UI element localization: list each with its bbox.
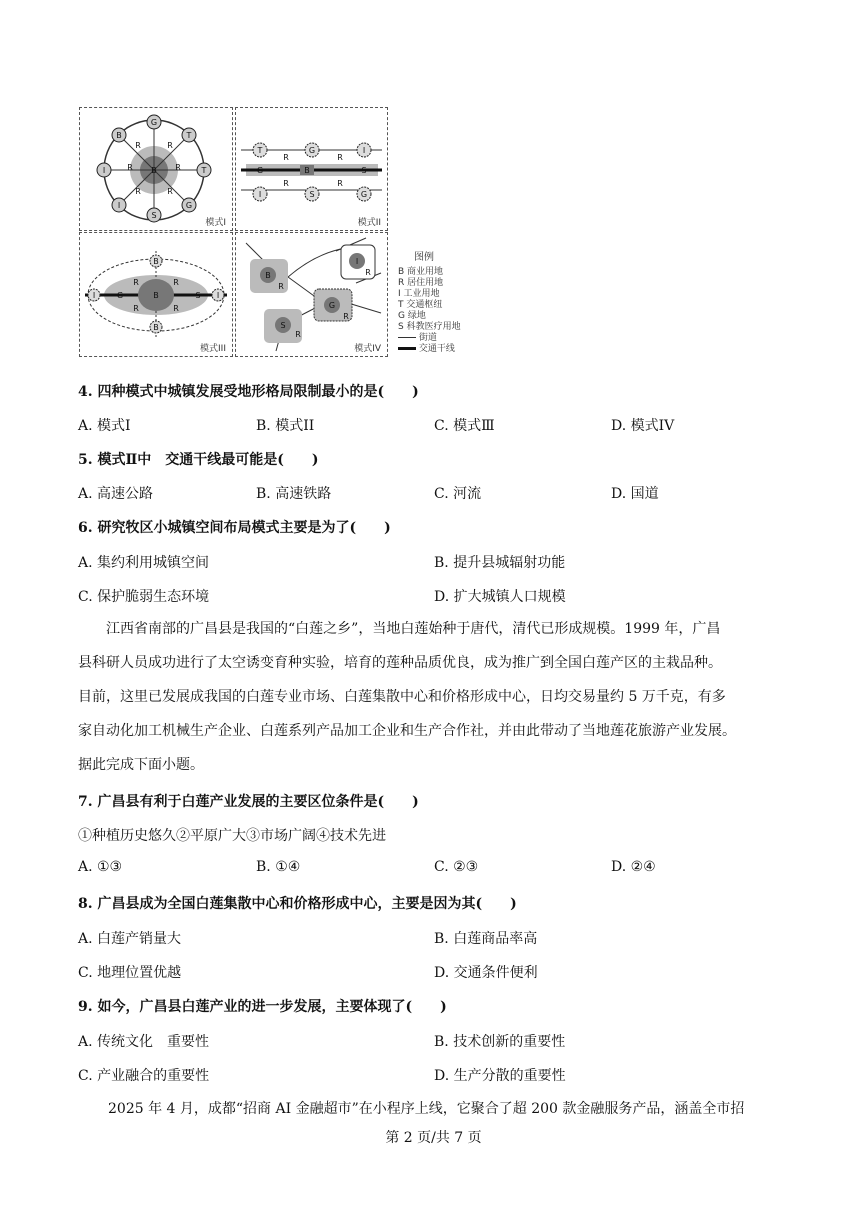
legend-item: I 工业用地 [398,289,440,299]
question-8-option-b[interactable]: B. 白莲商品率高 [434,931,538,947]
svg-text:G: G [328,301,336,310]
figure-mode-2 [235,107,388,231]
page-footer: 第 2 页/共 7 页 [385,1130,482,1146]
question-6-option-a[interactable]: A. 集约利用城镇空间 [78,555,210,571]
question-8-option-a[interactable]: A. 白莲产销量大 [78,931,182,947]
question-7-option-c[interactable]: C. ②③ [434,859,479,875]
question-4-option-d[interactable]: D. 模式IV [611,418,675,434]
svg-text:B: B [265,271,271,280]
question-7-option-d[interactable]: D. ②④ [611,859,656,875]
question-6-option-d[interactable]: D. 扩大城镇人口规模 [434,589,566,605]
svg-text:R: R [127,163,133,172]
svg-text:B: B [151,166,157,175]
svg-text:B: B [153,291,159,300]
question-7-stem: 7. 广昌县有利于白莲产业发展的主要区位条件是( ) [78,794,419,810]
svg-text:R: R [133,304,139,313]
svg-text:B: B [153,257,159,266]
svg-text:I: I [362,146,366,155]
figure-mode-3 [79,232,233,357]
legend-title: 图例 [414,252,434,263]
mode-1-label: 模式I [205,218,226,228]
question-9-option-a[interactable]: A. 传统文化 重要性 [78,1034,210,1050]
question-4-option-a[interactable]: A. 模式I [78,418,131,434]
svg-text:R: R [283,153,289,162]
question-4-stem: 4. 四种模式中城镇发展受地形格局限制最小的是( ) [78,384,419,400]
svg-text:R: R [337,179,343,188]
svg-text:I: I [117,201,121,210]
figure-legend [398,252,478,355]
svg-text:R: R [135,187,141,196]
mode-1-diagram [80,108,232,230]
question-9-option-b[interactable]: B. 技术创新的重要性 [434,1034,566,1050]
svg-text:T: T [201,166,207,175]
passage-line: 县科研人员成功进行了太空诱变育种实验，培育的莲种品质优良，成为推广到全国白莲产区的主栽品种。 [78,655,722,671]
svg-text:S: S [361,166,367,175]
svg-text:S: S [195,291,201,300]
svg-text:R: R [337,153,343,162]
svg-text:S: S [280,321,286,330]
svg-text:R: R [365,268,371,277]
question-6-option-c[interactable]: C. 保护脆弱生态环境 [78,589,210,605]
svg-text:G: G [185,201,193,210]
question-8-stem: 8. 广昌县成为全国白莲集散中心和价格形成中心，主要是因为其( ) [78,896,517,912]
svg-text:T: T [186,131,192,140]
legend-item: T 交通枢纽 [398,300,443,310]
mode-3-label: 模式III [200,344,226,354]
passage-line: 目前，这里已发展成我国的白莲专业市场、白莲集散中心和价格形成中心，日均交易量约 5 万千克，有多 [78,689,726,705]
question-7-option-b[interactable]: B. ①④ [256,859,301,875]
figure-mode-4 [235,232,388,357]
svg-text:G: G [150,118,158,127]
question-5-stem: 5. 模式Ⅱ中 交通干线最可能是( ) [78,452,319,468]
question-5-option-c[interactable]: C. 河流 [434,486,482,502]
question-5-option-b[interactable]: B. 高速铁路 [256,486,332,502]
question-5-option-a[interactable]: A. 高速公路 [78,486,154,502]
svg-text:I: I [216,291,220,300]
svg-text:R: R [133,278,139,287]
question-9-stem: 9. 如今，广昌县白莲产业的进一步发展，主要体现了( ) [78,999,447,1015]
legend-item: R 居住用地 [398,278,444,288]
svg-text:G: G [116,291,124,300]
svg-text:B: B [116,131,122,140]
question-7-option-a[interactable]: A. ①③ [78,859,123,875]
svg-text:R: R [283,179,289,188]
svg-text:S: S [309,190,315,199]
next-passage-line: 2025 年 4 月，成都“招商 AI 金融超市”在小程序上线，它聚合了超 200 款金融服务产品，涵盖全市招 [108,1101,745,1117]
svg-text:I: I [92,291,96,300]
mode-2-label: 模式II [357,218,381,228]
legend-item: G 绿地 [398,311,426,321]
svg-text:I: I [258,190,262,199]
question-5-option-d[interactable]: D. 国道 [611,486,659,502]
legend-trunk-line: 交通干线 [398,344,478,355]
svg-text:G: G [256,166,264,175]
svg-text:G: G [308,146,316,155]
question-9-option-d[interactable]: D. 生产分散的重要性 [434,1068,566,1084]
svg-text:R: R [278,282,284,291]
svg-text:R: R [175,163,181,172]
figure-mode-1 [79,107,233,231]
passage-line: 家自动化加工机械生产企业、白莲系列产品加工企业和生产合作社，并由此带动了当地莲花旅游产业发展。 [78,723,736,739]
question-6-stem: 6. 研究牧区小城镇空间布局模式主要是为了( ) [78,520,391,536]
passage-line: 江西省南部的广昌县是我国的“白莲之乡”，当地白莲始种于唐代，清代已形成规模。1999 年，广昌 [106,621,721,637]
mode-3-diagram [80,233,232,356]
question-8-option-c[interactable]: C. 地理位置优越 [78,965,182,981]
legend-street: 街道 [398,333,478,344]
svg-text:R: R [343,312,349,321]
svg-text:B: B [304,166,310,175]
svg-text:I: I [355,257,359,266]
question-9-option-c[interactable]: C. 产业融合的重要性 [78,1068,210,1084]
legend-item: S 科教医疗用地 [398,322,461,332]
svg-text:I: I [102,166,106,175]
svg-text:R: R [135,141,141,150]
svg-text:R: R [167,141,173,150]
passage-line: 据此完成下面小题。 [78,757,204,773]
question-8-option-d[interactable]: D. 交通条件便利 [434,965,538,981]
svg-text:B: B [153,323,159,332]
svg-text:T: T [257,146,263,155]
svg-text:G: G [360,190,368,199]
svg-text:S: S [151,211,157,220]
legend-item: B 商业用地 [398,267,444,277]
mode-2-diagram [236,108,387,230]
question-4-option-b[interactable]: B. 模式II [256,418,315,434]
mode-4-label: 模式IV [354,344,381,354]
mode-4-diagram [236,233,387,356]
question-4-option-c[interactable]: C. 模式Ⅲ [434,418,495,434]
svg-text:R: R [295,330,301,339]
svg-text:R: R [173,304,179,313]
question-7-statements: ①种植历史悠久②平原广大③市场广阔④技术先进 [78,828,386,844]
svg-text:R: R [167,187,173,196]
svg-text:R: R [173,278,179,287]
question-6-option-b[interactable]: B. 提升县城辐射功能 [434,555,566,571]
